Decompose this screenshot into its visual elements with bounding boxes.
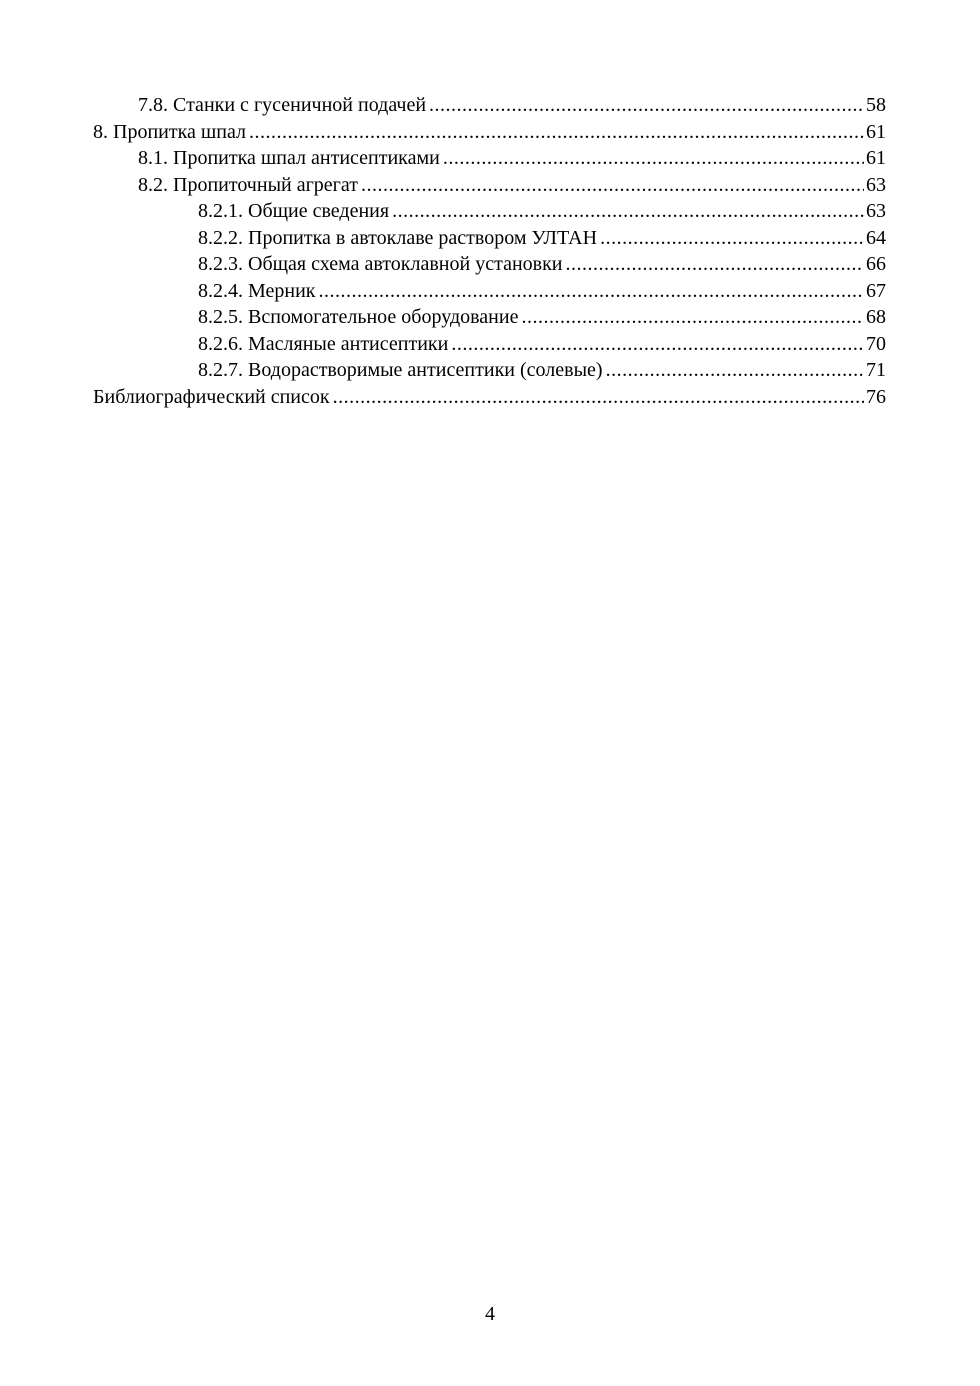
- toc-entry-title: 8.2.2. Пропитка в автоклаве раствором УЛТАН: [198, 226, 598, 249]
- toc-dot-leader: [443, 145, 864, 172]
- toc-dot-leader: [392, 198, 864, 225]
- toc-dot-leader: [566, 251, 864, 278]
- toc-entry-title: 8.2.1. Общие сведения: [198, 200, 390, 222]
- toc-entry[interactable]: [93, 384, 886, 411]
- toc-entry-title: 8.2.7. Водорастворимые антисептики (солевые): [198, 359, 603, 381]
- toc-dot-leader: [451, 331, 864, 358]
- toc-entry-page: 58: [866, 94, 886, 116]
- toc-dot-leader: [319, 278, 864, 305]
- toc-entry-title: 8.2.6. Масляные антисептики: [198, 332, 449, 355]
- toc-entry[interactable]: [93, 357, 886, 384]
- toc-dot-leader: [600, 225, 864, 252]
- toc-entry-page: 61: [866, 120, 886, 143]
- toc-entry[interactable]: [93, 251, 886, 278]
- toc-entry[interactable]: [93, 331, 886, 358]
- toc-dot-leader: [249, 119, 864, 146]
- toc-dot-leader: [606, 357, 864, 384]
- toc-entry-title: Библиографический список: [93, 385, 330, 408]
- toc-dot-leader: [333, 384, 864, 411]
- page-number: 4: [485, 1303, 495, 1325]
- toc-entry[interactable]: [93, 278, 886, 305]
- toc-entry[interactable]: [93, 119, 886, 146]
- toc-entry-title: 8.2.3. Общая схема автоклавной установки: [198, 253, 563, 275]
- toc-entry-title: 8. Пропитка шпал: [93, 120, 247, 143]
- toc-dot-leader: [521, 304, 864, 331]
- toc-entry-page: 68: [866, 306, 886, 328]
- toc-entry-page: 61: [866, 147, 886, 169]
- toc-dot-leader: [361, 172, 864, 199]
- toc-entry-page: 63: [866, 200, 886, 222]
- toc-entry-title: 8.2. Пропиточный агрегат: [138, 173, 358, 196]
- toc-entry-title: 8.1. Пропитка шпал антисептиками: [138, 147, 440, 169]
- toc-entry[interactable]: [93, 145, 886, 172]
- toc-entry[interactable]: [93, 92, 886, 119]
- toc-entry[interactable]: [93, 172, 886, 199]
- toc-entry-title: 8.2.5. Вспомогательное оборудование: [198, 306, 519, 328]
- toc-entry[interactable]: [93, 198, 886, 225]
- toc-entry-page: 76: [866, 385, 886, 408]
- table-of-contents: [93, 92, 886, 410]
- toc-entry[interactable]: [93, 225, 886, 252]
- toc-entry-page: 71: [866, 359, 886, 381]
- toc-entry-page: 64: [866, 226, 886, 249]
- toc-entry-title: 8.2.4. Мерник: [198, 279, 316, 302]
- toc-entry-page: 67: [866, 279, 886, 302]
- toc-entry[interactable]: [93, 304, 886, 331]
- toc-entry-page: 70: [866, 332, 886, 355]
- toc-entry-title: 7.8. Станки с гусеничной подачей: [138, 94, 427, 116]
- toc-entry-page: 66: [866, 253, 886, 275]
- toc-entry-page: 63: [866, 173, 886, 196]
- toc-dot-leader: [429, 92, 864, 119]
